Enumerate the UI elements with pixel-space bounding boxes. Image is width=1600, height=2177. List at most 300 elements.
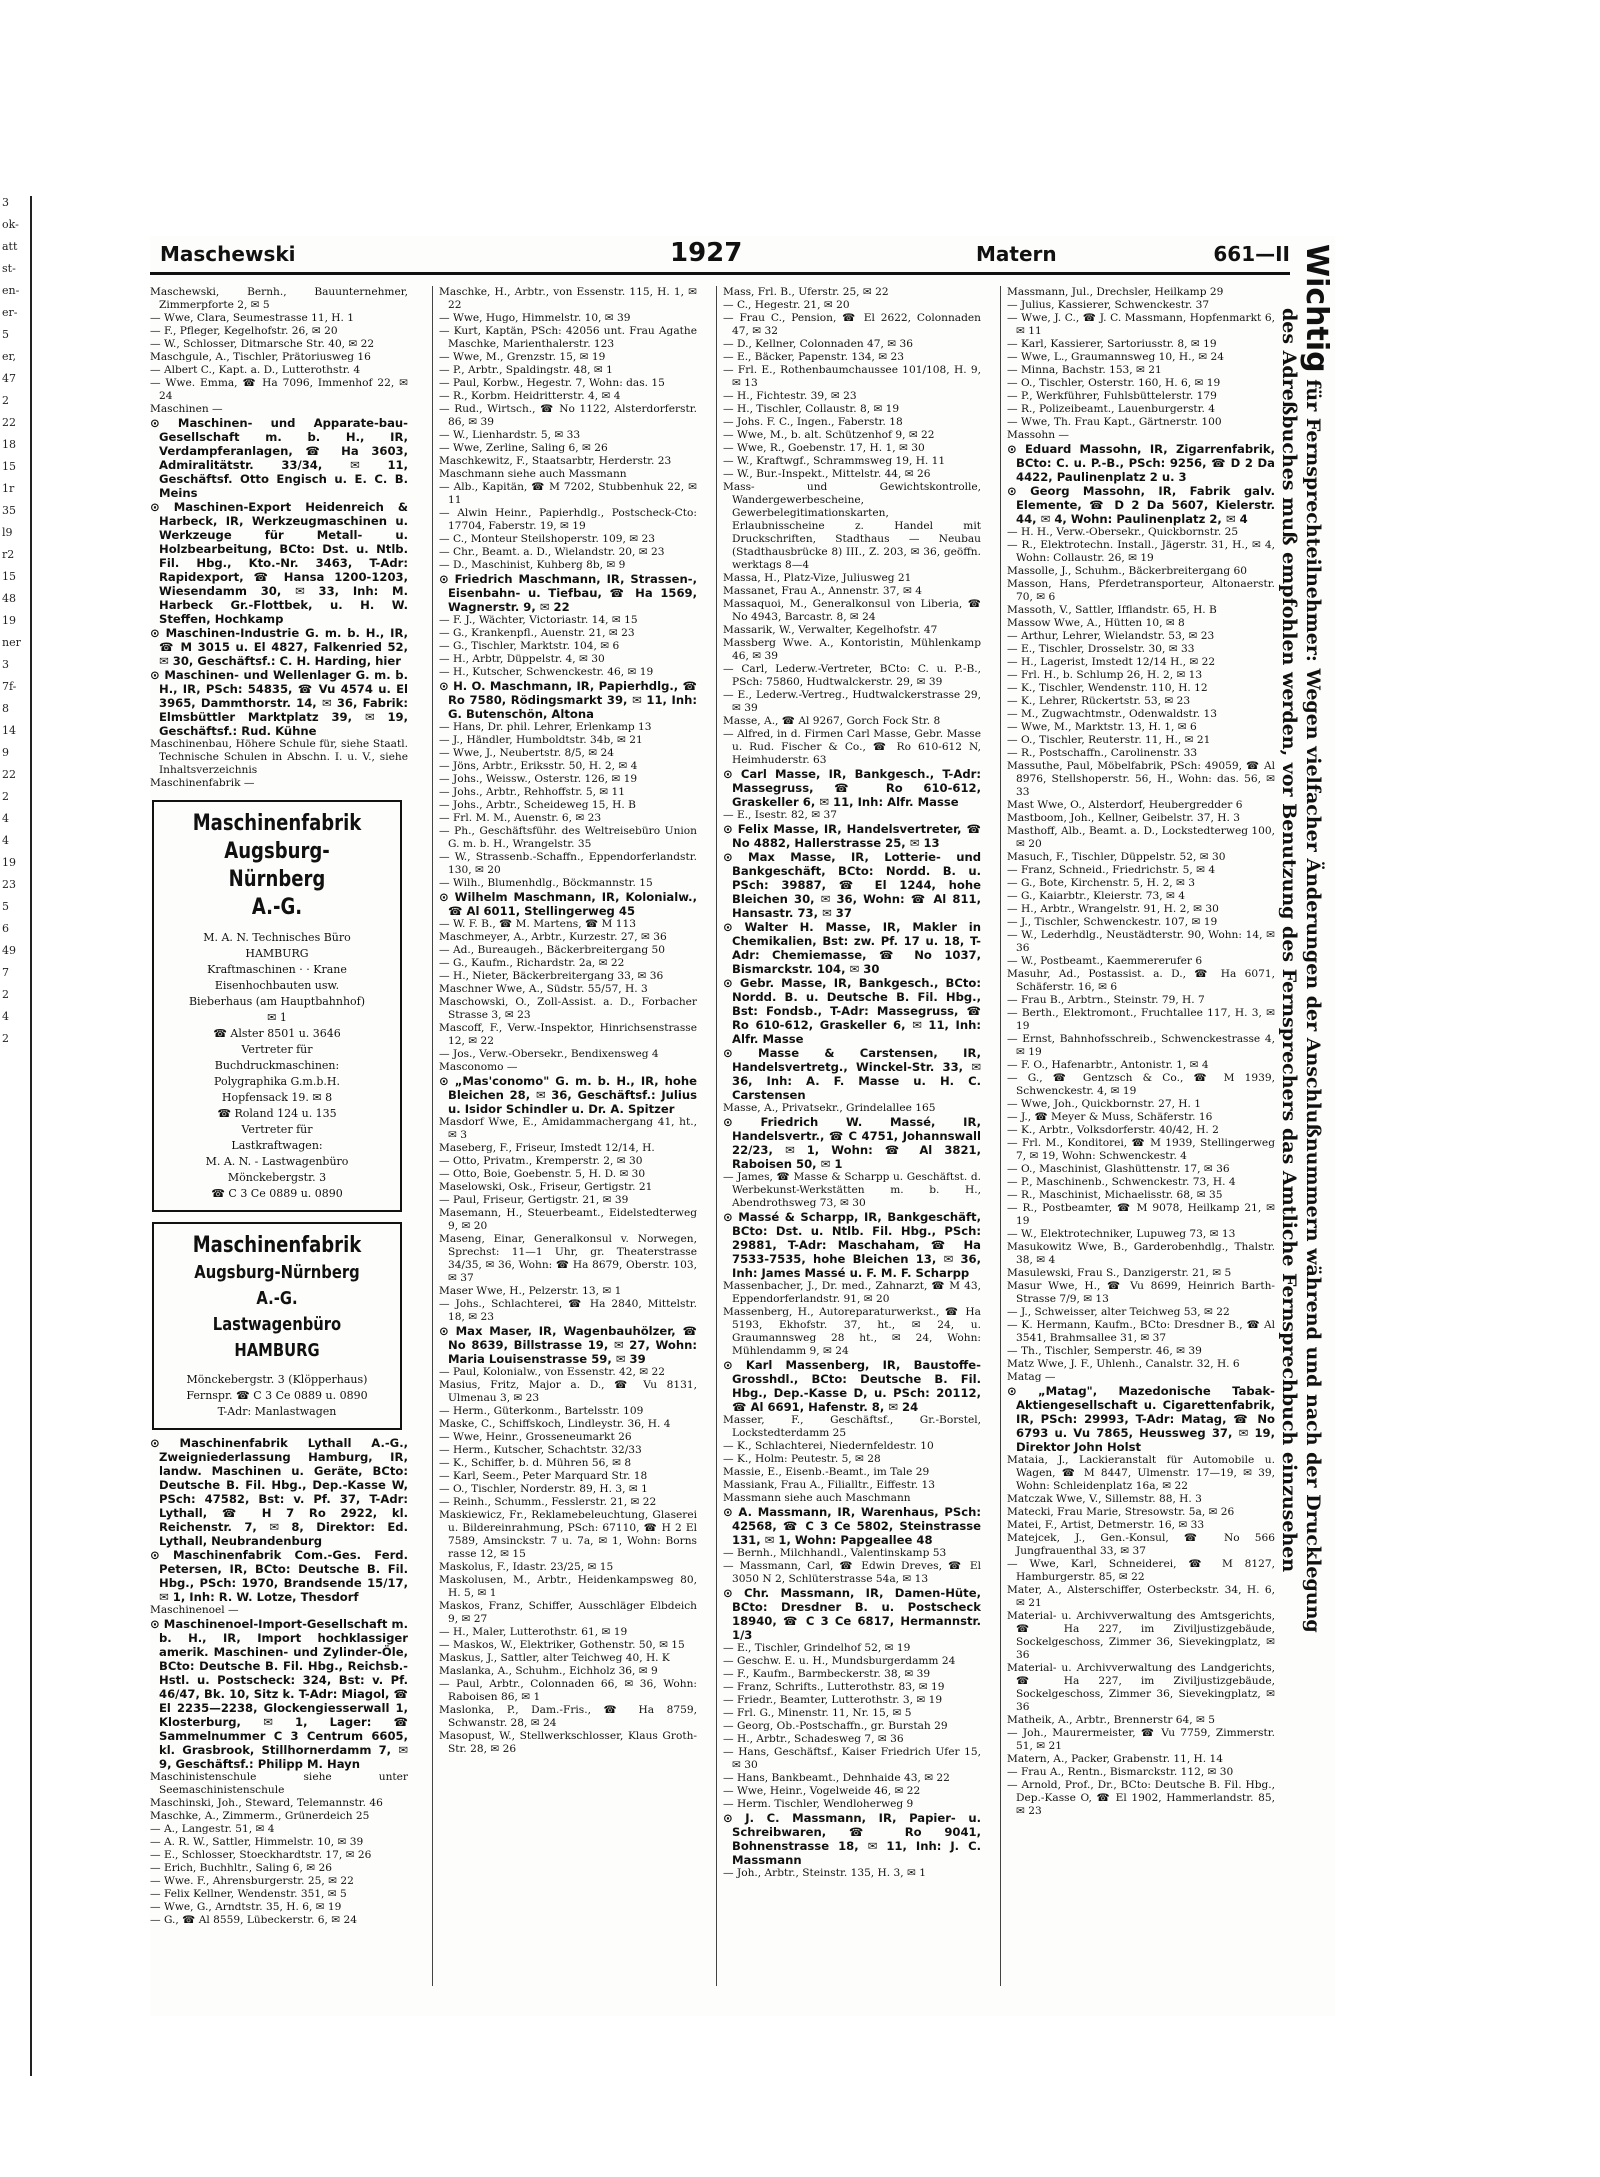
directory-entry: Masson, Hans, Pferdetransporteur, Altonaerstr. 70, ✉ 6 [1007,578,1275,603]
directory-entry: ⊙ A. Massmann, IR, Warenhaus, PSch: 42568, ☎ C 3 Ce 5802, Steinstrasse 131, ✉ 1, Wohn: Papgeallee 48 [723,1505,981,1547]
directory-entry: — Wwe. Emma, ☎ Ha 7096, Immenhof 22, ✉ 24 [150,377,408,402]
directory-entry: — O., Tischler, Norderstr. 89, H. 3, ✉ 1 [439,1483,648,1495]
directory-entry: — Johs. F. C., Ingen., Faberstr. 18 [723,416,903,428]
directory-entry: — Julius, Kassierer, Schwenckestr. 37 [1007,299,1210,311]
gutter-fragment: 6 [2,922,9,935]
directory-entry: Massiank, Frau A., Filialltr., Eiffestr. 13 [723,1479,935,1491]
directory-entry: — Jöns, Arbtr., Eriksstr. 50, H. 2, ✉ 4 [439,760,638,772]
gutter-fragment: 19 [2,614,16,627]
directory-entry: — Geschw. E. u. H., Mundsburgerdamm 24 [723,1655,956,1667]
directory-entry: ⊙ Chr. Massmann, IR, Damen-Hüte, BCto: Dresdner B. u. Postscheck 18940, ☎ C 3 Ce 6817, Hermannstr. 1/3 [723,1586,981,1642]
directory-entry: — Johs., Schlachterei, ☎ Ha 2840, Mittelstr. 18, ✉ 23 [439,1298,697,1323]
gutter-fragment: 15 [2,570,16,583]
directory-entry: — Herm., Kutscher, Schachtstr. 32/33 [439,1444,642,1456]
directory-entry: — Wwe, L., Graumannsweg 10, H., ✉ 24 [1007,351,1224,363]
directory-entry: — G., Tischler, Marktstr. 104, ✉ 6 [439,640,620,652]
directory-entry: Masse, A., Privatsekr., Grindelallee 165 [723,1102,936,1114]
ad-line: Bieberhaus (am Hauptbahnhof) [188,995,366,1008]
directory-entry: Maschkewitz, F., Staatsarbtr, Herderstr. 23 [439,455,672,467]
directory-entry: Massenbacher, J., Dr. med., Zahnarzt, ☎ M 43, Eppendorferlandstr. 91, ✉ 20 [723,1280,981,1305]
gutter-fragment: 3 [2,658,9,671]
directory-entry: — R., Maschinist, Michaelisstr. 68, ✉ 35 [1007,1189,1223,1201]
directory-entry: — G., Bote, Kirchenstr. 5, H. 2, ✉ 3 [1007,877,1196,889]
directory-entry: — W., Lienhardstr. 5, ✉ 33 [439,429,581,441]
ad-line: HAMBURG [245,947,309,960]
directory-entry: — H., Arbtr, Düppelstr. 4, ✉ 30 [439,653,605,665]
directory-entry: — H., Fichtestr. 39, ✉ 23 [723,390,857,402]
directory-entry: — Ad., Bureaugeh., Bäckerbreitergang 50 [439,944,665,956]
directory-entry: — Bernh., Milchhandl., Valentinskamp 53 [723,1547,947,1559]
notice-headline: Wichtig [1299,244,1334,373]
directory-entry: Maschewski, Bernh., Bauunternehmer, Zimmerpforte 2, ✉ 5 [150,286,408,311]
directory-entry: Masse, A., ☎ Al 9267, Gorch Fock Str. 8 [723,715,941,727]
gutter-fragment: er- [2,306,18,319]
directory-entry: — E., Lederw.-Vertreg., Hudtwalckerstrasse 29, ✉ 39 [723,689,981,714]
gutter-fragment: en- [2,284,20,297]
directory-entry: — K., Schiffer, b. d. Mühren 56, ✉ 8 [439,1457,632,1469]
directory-entry: Masdorf Wwe, E., Amidammachergang 41, ht., ✉ 3 [439,1116,697,1141]
directory-entry: Mastboom, Joh., Kellner, Geibelstr. 37, H. 3 [1007,812,1240,824]
directory-entry: — E., Schlosser, Stoeckhardtstr. 17, ✉ 26 [150,1849,372,1861]
directory-entry: Maschowski, O., Zoll-Assist. a. D., Forbacher Strasse 3, ✉ 23 [439,996,697,1021]
directory-entry: — Wwe, R., Goebenstr. 17, H. 1, ✉ 30 [723,442,925,454]
directory-entry: — Felix Kellner, Wendenstr. 351, ✉ 5 [150,1888,347,1900]
directory-entry: Matecki, Frau Marie, Stresowstr. 5a, ✉ 26 [1007,1506,1235,1518]
directory-entry: — P., Werkführer, Fuhlsbüttelerstr. 179 [1007,390,1217,402]
directory-entry: — R., Postbeamter, ☎ M 9078, Heilkamp 21, ✉ 19 [1007,1202,1275,1227]
directory-entry: Mascoff, F., Verw.-Inspektor, Hinrichsenstrasse 12, ✉ 22 [439,1022,697,1047]
directory-entry: — Alb., Kapitän, ☎ M 7202, Stubbenhuk 22, ✉ 11 [439,481,697,506]
directory-entry: — Frl. E., Rothenbaumchaussee 101/108, H. 9, ✉ 13 [723,364,981,389]
directory-entry: ⊙ Friedrich W. Massé, IR, Handelsvertr., ☎ C 4751, Johannswall 22/23, ✉ 1, Wohn: ☎ Al 3821, Raboisen 50, ✉ 1 [723,1115,981,1171]
ad-text-block [160,930,394,1202]
directory-entry: Matei, F., Artist, Detmerstr. 16, ✉ 33 [1007,1519,1205,1531]
directory-entry: — Berth., Elektromont., Fruchtallee 117, H. 3, ✉ 19 [1007,1007,1275,1032]
directory-entry: Maschinistenschule siehe unter Seemaschinistenschule [150,1771,408,1796]
ad-title: Augsburg-Nürnberg [224,839,330,892]
directory-entry: — G., Krankenpfl., Auenstr. 21, ✉ 23 [439,627,635,639]
directory-entry: Massa, H., Platz-Vize, Juliusweg 21 [723,572,912,584]
ad-line: Polygraphika G.m.b.H. [214,1075,340,1088]
directory-entry: — O., Tischler, Osterstr. 160, H. 6, ✉ 19 [1007,377,1221,389]
directory-entry: Maschmann siehe auch Massmann [439,468,627,480]
directory-entry: — Georg, Ob.-Postschaffn., gr. Burstah 29 [723,1720,948,1732]
directory-entry: — G., ☎ Gentzsch & Co., ☎ M 1939, Schwenckestr. 4, ✉ 19 [1007,1072,1275,1097]
directory-entry: Maskos, Franz, Schiffer, Ausschläger Elbdeich 9, ✉ 27 [439,1600,697,1625]
directory-entry: Maschke, A., Zimmerm., Grünerdeich 25 [150,1810,370,1822]
directory-entry: — P., Maschinenb., Schwenckestr. 73, H. 4 [1007,1176,1236,1188]
directory-entry: — O., Maschinist, Glashüttenstr. 17, ✉ 36 [1007,1163,1230,1175]
directory-entry: — Frl. G., Minenstr. 11, Nr. 15, ✉ 5 [723,1707,912,1719]
directory-entry: — Wilh., Blumenhdlg., Böckmannstr. 15 [439,877,653,889]
directory-entry: — R., Korbm. Heidritterstr. 4, ✉ 4 [439,390,621,402]
directory-entry: — H., Lagerist, Imstedt 12/14 H., ✉ 22 [1007,656,1216,668]
directory-entry: — F., Kaufm., Barmbeckerstr. 38, ✉ 39 [723,1668,931,1680]
directory-entry: — K., Lehrer, Rückertstr. 53, ✉ 23 [1007,695,1191,707]
directory-entry: Massmann, Jul., Drechsler, Heilkamp 29 [1007,286,1224,298]
directory-entry: — Johs., Arbtr., Rehhoffstr. 5, ✉ 11 [439,786,626,798]
directory-entry: — W., Schlosser, Ditmarsche Str. 40, ✉ 22 [150,338,375,350]
gutter-fragment: 23 [2,878,16,891]
directory-entry: — Maskos, W., Elektriker, Gothenstr. 50, ✉ 15 [439,1639,685,1651]
ad-line: Hopfensack 19. ✉ 8 [221,1091,333,1104]
directory-entry: — Wwe, J., Neubertstr. 8/5, ✉ 24 [439,747,615,759]
directory-entry: Maskolus, F., Idastr. 23/25, ✉ 15 [439,1561,614,1573]
gutter-fragment: 48 [2,592,16,605]
directory-entry: — Th., Tischler, Semperstr. 46, ✉ 39 [1007,1345,1202,1357]
directory-entry: Masur Wwe, H., ☎ Vu 8699, Heinrich Barth-Strasse 7/9, ✉ 13 [1007,1280,1275,1305]
directory-entry: ⊙ H. O. Maschmann, IR, Papierhdlg., ☎ Ro 7580, Rödingsmarkt 39, ✉ 11, Inh: G. Butenschön, Altona [439,679,697,721]
previous-page-gutter [0,196,32,2076]
header-first-name: Maschewski [160,242,296,266]
directory-entry: — E., Tischler, Drosselstr. 30, ✉ 33 [1007,643,1195,655]
directory-entry: — Johs., Arbtr., Scheideweg 15, H. B [439,799,636,811]
directory-entry: ⊙ Max Masse, IR, Lotterie- und Bankgeschäft, BCto: Nordd. B. u. PSch: 39887, ☎ El 1244, hohe Bleichen 30, ✉ 36, Wohn: ☎ Al 811, Hansastr. 73, ✉ 37 [723,850,981,920]
directory-entry: Mass, Frl. B., Uferstr. 25, ✉ 22 [723,286,889,298]
directory-entry: Maseberg, F., Friseur, Imstedt 12/14, H. [439,1142,655,1154]
directory-entry: — Hans, Geschäftsf., Kaiser Friedrich Ufer 15, ✉ 30 [723,1746,981,1771]
ad-line: M. A. N. Technisches Büro [203,931,351,944]
directory-entry: — Wwe, Zerline, Saling 6, ✉ 26 [439,442,608,454]
ad-line: Mönckebergstr. 3 (Klöpperhaus) [186,1373,368,1386]
notice-line-2: des Adreßbuches muß empfohlen werden, vor Benutzung des Fernsprechers das Amtliche Fernsprechbuch einzusehen [1278,308,1300,1573]
gutter-fragment: 2 [2,1032,9,1045]
gutter-fragment: 49 [2,944,16,957]
gutter-fragment: 4 [2,812,9,825]
directory-entry: Massarik, W., Verwalter, Kegelhofstr. 47 [723,624,938,636]
notice-line-1: für Fernsprechteilnehmer: Wegen vielfacher Änderungen der Anschlußnummern während und nach der Drucklegung [1302,379,1324,1633]
directory-entry: ⊙ J. C. Massmann, IR, Papier- u. Schreibwaren, ☎ Ro 9041, Bohnenstrasse 18, ✉ 11, Inh: J. C. Massmann [723,1811,981,1867]
directory-entry: — Arthur, Lehrer, Wielandstr. 53, ✉ 23 [1007,630,1215,642]
directory-entry: Massenberg, H., Autoreparaturwerkst., ☎ Ha 5193, Ekhofstr. 37, ht., ✉ 24, u. Graumannsweg 28 ht., ✉ 24, Wohn: Mühlendamm 9, ✉ 24 [723,1306,981,1357]
directory-entry: Masukowitz Wwe, B., Garderobenhdlg., Thalstr. 38, ✉ 4 [1007,1241,1275,1266]
gutter-fragment: r2 [2,548,15,561]
directory-entry: Maschke, H., Arbtr., von Essenstr. 115, H. 1, ✉ 22 [439,286,697,311]
ad-line: M. A. N. - Lastwagenbüro [205,1155,349,1168]
directory-entry: Maselowski, Osk., Friseur, Gertigstr. 21 [439,1181,653,1193]
directory-entry: — W., Lederhdlg., Neustädterstr. 90, Wohn: 14, ✉ 36 [1007,929,1275,954]
directory-entry: — P., Arbtr., Spaldingstr. 48, ✉ 1 [439,364,613,376]
directory-entry: — Wwe, Heinr., Grosseneumarkt 26 [439,1431,632,1443]
directory-entry: Massow Wwe, A., Hütten 10, ✉ 8 [1007,617,1185,629]
directory-entry: — H., Arbtr., Schadesweg 7, ✉ 36 [723,1733,904,1745]
column-1-entries [150,286,408,790]
directory-entry: — Chr., Beamt. a. D., Wielandstr. 20, ✉ 23 [439,546,665,558]
directory-entry: — C., Monteur Steilshoperstr. 109, ✉ 23 [439,533,655,545]
gutter-fragment: st- [2,262,16,275]
directory-entry: ⊙ Georg Massohn, IR, Fabrik galv. Elemente, ☎ D 2 Da 5607, Kielerstr. 44, ✉ 4, Wohn: Paulinenplatz 2, ✉ 4 [1007,484,1275,526]
gutter-fragment: 4 [2,1010,9,1023]
directory-entry: — Albert C., Kapt. a. D., Lutterothstr. 4 [150,364,361,376]
directory-entry: Maskolusen, M., Arbtr., Heidenkampsweg 80, H. 5, ✉ 1 [439,1574,697,1599]
side-notice [1268,244,1334,2004]
gutter-fragment: 2 [2,988,9,1001]
gutter-fragment: 9 [2,746,9,759]
gutter-fragment: ner [2,636,21,649]
directory-entry: Maschinen — [150,403,223,415]
directory-entry: Matag — [1007,1371,1056,1383]
directory-entry: — Rud., Wirtsch., ☎ No 1122, Alsterdorferstr. 86, ✉ 39 [439,403,697,428]
directory-entry: Matczak Wwe, V., Sillemstr. 88, H. 3 [1007,1493,1202,1505]
ad-title: Augsburg-Nürnberg A.-G. [194,1262,360,1309]
header-last-name: Matern [976,242,1057,266]
directory-entry: — Wwe, M., Marktstr. 13, H. 1, ✉ 6 [1007,721,1197,733]
ad-line: Buchdruckmaschinen: [214,1059,340,1072]
directory-entry: Matz Wwe, J. F., Uhlenh., Canalstr. 32, H. 6 [1007,1358,1240,1370]
directory-entry: — W., Kraftwgf., Schrammsweg 19, H. 11 [723,455,946,467]
directory-entry: Maschinenbau, Höhere Schule für, siehe Staatl. Technische Schulen in Abschn. I. u. V., siehe Inhaltsverzeichnis [150,738,408,776]
directory-entry: — W., Bur.-Inspekt., Mittelstr. 44, ✉ 26 [723,468,931,480]
directory-entry: — Frau B., Arbtrn., Steinstr. 79, H. 7 [1007,994,1205,1006]
directory-entry: — Wwe, M., Grenzstr. 15, ✉ 19 [439,351,606,363]
directory-entry: — Frau C., Pension, ☎ El 2622, Colonnaden 47, ✉ 32 [723,312,981,337]
directory-entry: Maskiewicz, Fr., Reklamebeleuchtung, Glaserei u. Bildereinrahmung, PSch: 67110, ☎ H 2 El 7589, Amsinckstr. 7 u. 7a, ✉ 1, Wohn: Borns rasse 12, ✉ 15 [439,1509,697,1560]
directory-entry: Maschner Wwe, A., Südstr. 55/57, H. 3 [439,983,648,995]
ad-line: ☎ Alster 8501 u. 3646 [213,1027,341,1040]
directory-entry: Massmann siehe auch Maschmann [723,1492,911,1504]
directory-entry: Massuthe, Paul, Möbelfabrik, PSch: 49059, ☎ Al 8976, Stellshoperstr. 56, H., Wohn: das. 56, ✉ 33 [1007,760,1275,798]
directory-entry: Maseng, Einar, Generalkonsul v. Norwegen, Sprechst: 11—1 Uhr, gr. Theaterstrasse 34/35, ✉ 36, Wohn: ☎ Ha 8679, Oberstr. 103, ✉ 37 [439,1233,697,1284]
directory-entry: Mass- und Gewichtskontrolle, Wandergewerbescheine, Gewerbelegitimationskarten, Erlaubnisscheine z. Handel mit Druckschriften, Stadthaus — Neubau (Stadthausbrücke 8) III., Z. 203, ✉ 36, geöffn. werktags 8—4 [723,481,981,571]
column-2 [432,286,697,1986]
directory-entry: Masulewski, Frau S., Danzigerstr. 21, ✉ 5 [1007,1267,1232,1279]
directory-entry: — Alwin Heinr., Papierhdlg., Postscheck-Cto: 17704, Faberstr. 19, ✉ 19 [439,507,697,532]
directory-entry: — H., Tischler, Collaustr. 8, ✉ 19 [723,403,900,415]
directory-entry: — Otto, Boie, Goebenstr. 5, H. D. ✉ 30 [439,1168,646,1180]
directory-entry: Masopust, W., Stellwerkschlosser, Klaus Groth-Str. 28, ✉ 26 [439,1730,697,1755]
ad-line: Eisenhochbauten usw. [214,979,340,992]
directory-entry: ⊙ Wilhelm Maschmann, IR, Kolonialw., ☎ Al 6011, Stellingerweg 45 [439,890,697,918]
directory-entry: — Wwe, Clara, Seumestrasse 11, H. 1 [150,312,355,324]
directory-entry: ⊙ Maschinenfabrik Com.-Ges. Ferd. Petersen, IR, BCto: Deutsche B. Fil. Hbg., PSch: 1970, Brandsende 15/17, ✉ 1, Inh: R. W. Lotze, Thesdorf [150,1548,408,1604]
column-3 [716,286,981,1986]
ad-text-block [160,1372,394,1420]
gutter-fragment: 35 [2,504,16,517]
directory-entry: Mater, A., Alsterschiffer, Osterbeckstr. 34, H. 6, ✉ 21 [1007,1584,1275,1609]
gutter-fragment: 4 [2,834,9,847]
directory-entry: Masemann, H., Steuerbeamt., Eidelstedterweg 9, ✉ 20 [439,1207,697,1232]
directory-entry: ⊙ „Mas'conomo" G. m. b. H., IR, hohe Bleichen 28, ✉ 36, Geschäftsf.: Julius u. Isidor Schindler u. Dr. A. Spitzer [439,1074,697,1116]
directory-entry: — Jos., Verw.-Obersekr., Bendixensweg 4 [439,1048,659,1060]
ad-line: ☎ Roland 124 u. 135 [217,1107,337,1120]
ad-line: Vertreter für [241,1123,313,1136]
directory-entry: — Wwe, Th. Frau Kapt., Gärtnerstr. 100 [1007,416,1222,428]
directory-entry: — F. O., Hafenarbtr., Antonistr. 1, ✉ 4 [1007,1059,1209,1071]
ad-line: Vertreter für [241,1043,313,1056]
gutter-fragment: 3 [2,196,9,209]
directory-entry: ⊙ Walter H. Masse, IR, Makler in Chemikalien, Bst: zw. Pf. 17 u. 18, T-Adr: Chemiemasse, ☎ No 1037, Bismarckstr. 104, ✉ 30 [723,920,981,976]
directory-entry: ⊙ Felix Masse, IR, Handelsvertreter, ☎ No 4882, Hallerstrasse 25, ✉ 13 [723,822,981,850]
directory-entry: — James, ☎ Masse & Scharpp u. Geschäftst. d. Werbekunst-Werkstätten m. b. H., Abendrothsweg 73, ✉ 30 [723,1171,981,1209]
directory-entry: — Friedr., Beamter, Lutterothstr. 3, ✉ 19 [723,1694,943,1706]
directory-entry: — Wwe, Heinr., Vogelweide 46, ✉ 22 [723,1785,921,1797]
directory-entry: — Ph., Geschäftsführ. des Weltreisebüro Union G. m. b. H., Wrangelstr. 35 [439,825,697,850]
gutter-fragment: 1r [2,482,15,495]
ad-title: HAMBURG [234,1340,320,1361]
directory-entry: — G., Kaufm., Richardstr. 2a, ✉ 22 [439,957,625,969]
directory-entry: — G., Kaiarbtr., Kleierstr. 73, ✉ 4 [1007,890,1186,902]
directory-entry: — R., Elektrotechn. Install., Jägerstr. 31, H., ✉ 4, Wohn: Collaustr. 26, ✉ 19 [1007,539,1275,564]
gutter-fragment: 18 [2,438,16,451]
directory-entry: — W., Postbeamt., Kaemmererufer 6 [1007,955,1203,967]
gutter-fragment: l9 [2,526,13,539]
directory-entry: Massohn — [1007,429,1070,441]
column-4 [1000,286,1275,1986]
directory-entry: Massolle, J., Schuhm., Bäckerbreitergang 60 [1007,565,1247,577]
header-year: 1927 [670,238,743,268]
page-header [150,236,1290,275]
directory-entry: Maschgule, A., Tischler, Prätoriusweg 16 [150,351,371,363]
directory-entry: ⊙ Maschinen-Industrie G. m. b. H., IR, ☎ M 3015 u. El 4827, Falkenried 52, ✉ 30, Geschäftsf.: C. H. Harding, hier [150,626,408,668]
side-notice-text [1268,244,1334,2004]
ad-line: Fernspr. ☎ C 3 Ce 0889 u. 0890 [186,1389,368,1402]
directory-entry: ⊙ Masse & Carstensen, IR, Handelsvertretg., Winckel-Str. 33, ✉ 36, Inh: A. F. Masse u. H. C. Carstensen [723,1046,981,1102]
directory-entry: — F., Pfleger, Kegelhofstr. 26, ✉ 20 [150,325,338,337]
ad-title: Maschinenfabrik [192,1233,362,1258]
directory-entry: ⊙ Friedrich Maschmann, IR, Strassen-, Eisenbahn- u. Tiefbau, ☎ Ha 1569, Wagnerstr. 9, ✉ 22 [439,572,697,614]
directory-entry: Masconomo — [439,1061,518,1073]
directory-entry: Massanet, Frau A., Annenstr. 37, ✉ 4 [723,585,923,597]
ad-title: A.-G. [251,895,303,920]
gutter-fragment: ok- [2,218,19,231]
directory-entry: — W., Elektrotechniker, Lupuweg 73, ✉ 13 [1007,1228,1236,1240]
directory-entry: ⊙ Karl Massenberg, IR, Baustoffe-Grosshdl., BCto: Deutsche B. Fil. Hbg., Dep.-Kasse D, u. PSch: 20112, ☎ Al 6691, Hafenstr. 8, ✉ 24 [723,1358,981,1414]
directory-entry: — Paul, Friseur, Gertigstr. 21, ✉ 39 [439,1194,629,1206]
gutter-fragment: 22 [2,416,16,429]
directory-entry: — H., Nieter, Bäckerbreitergang 33, ✉ 36 [439,970,664,982]
advertisement-man-hamburg [152,800,402,1212]
directory-entry: — K., Arbtr., Volksdorferstr. 40/42, H. 2 [1007,1124,1219,1136]
directory-entry: — Wwe, G., Arndtstr. 35, H. 6, ✉ 19 [150,1901,342,1913]
directory-entry: Maskus, J., Sattler, alter Teichweg 40, H. K [439,1652,670,1664]
directory-entry: — Joh., Maurermeister, ☎ Vu 7759, Zimmerstr. 51, ✉ 21 [1007,1727,1275,1752]
directory-entry: — Wwe. F., Ahrensburgerstr. 25, ✉ 22 [150,1875,354,1887]
directory-entry: — H., Arbtr., Wrangelstr. 91, H. 2, ✉ 30 [1007,903,1219,915]
directory-page [150,236,1335,2016]
ad-line: ✉ 1 [267,1011,287,1024]
directory-entry: Masser, F., Geschäftsf., Gr.-Borstel, Lockstedterdamm 25 [723,1414,981,1439]
ad-line: Lastkraftwagen: [231,1139,323,1152]
directory-entry: — Hans, Dr. phil. Lehrer, Erlenkamp 13 [439,721,652,733]
directory-entry: — E., Bäcker, Papenstr. 134, ✉ 23 [723,351,905,363]
directory-entry: — Paul, Arbtr., Colonnaden 66, ✉ 36, Wohn: Raboisen 86, ✉ 1 [439,1678,697,1703]
gutter-fragment: er, [2,350,17,363]
gutter-fragment: 8 [2,702,9,715]
directory-entry: Maslonka, P., Dam.-Fris., ☎ Ha 8759, Schwanstr. 28, ✉ 24 [439,1704,697,1729]
directory-entry: — Alfred, in d. Firmen Carl Masse, Gebr. Masse u. Rud. Fischer & Co., ☎ Ro 610-612 N, Heimhuderstr. 63 [723,728,981,766]
directory-entry: Matheik, A., Arbtr., Brennerstr 64, ✉ 5 [1007,1714,1215,1726]
directory-entry: Material- u. Archivverwaltung des Landgerichts, ☎ Ha 227, im Ziviljustizgebäude, Sockelgeschoss, Zimmer 36, Sievekingplatz, ✉ 36 [1007,1662,1275,1713]
directory-entry: — A. R. W., Sattler, Himmelstr. 10, ✉ 39 [150,1836,364,1848]
directory-entry: — J., Schweisser, alter Teichweg 53, ✉ 22 [1007,1306,1230,1318]
gutter-fragment: 22 [2,768,16,781]
directory-entry: — Paul, Korbw., Hegestr. 7, Wohn: das. 15 [439,377,665,389]
directory-entry: — Frl. H., b. Schlump 26, H. 2, ✉ 13 [1007,669,1203,681]
directory-entry: — O., Tischler, Reuterstr. 11, H., ✉ 21 [1007,734,1211,746]
ad-title: Lastwagenbüro [212,1314,342,1335]
directory-entry: — Reinh., Schumm., Fesslerstr. 21, ✉ 22 [439,1496,657,1508]
directory-entry: Maschmeyer, A., Arbtr., Kurzestr. 27, ✉ 36 [439,931,667,943]
directory-entry: — D., Maschinist, Kuhberg 8b, ✉ 9 [439,559,626,571]
directory-entry: ⊙ Carl Masse, IR, Bankgesch., T-Adr: Massegruss, ☎ Ro 610-612, Graskeller 6, ✉ 11, Inh: Alfr. Masse [723,767,981,809]
directory-entry: — K. Hermann, Kaufm., BCto: Dresdner B., ☎ Al 3541, Brahmsallee 31, ✉ 37 [1007,1319,1275,1344]
directory-entry: — Ernst, Bahnhofsschreib., Schwenckestrasse 4, ✉ 19 [1007,1033,1275,1058]
directory-entry: — F. J., Wächter, Victoriastr. 14, ✉ 15 [439,614,638,626]
directory-entry: Masthoff, Alb., Beamt. a. D., Lockstedterweg 100, ✉ 20 [1007,825,1275,850]
directory-entry: — Herm., Güterkonm., Bartelsstr. 109 [439,1405,644,1417]
directory-entry: — C., Hegestr. 21, ✉ 20 [723,299,850,311]
directory-entry: Matern, A., Packer, Grabenstr. 11, H. 14 [1007,1753,1224,1765]
directory-entry: — Carl, Lederw.-Vertreter, BCto: C. u. P.-B., PSch: 75860, Hudtwalckerstr. 29, ✉ 39 [723,663,981,688]
directory-entry: — Karl, Kassierer, Sartoriusstr. 8, ✉ 19 [1007,338,1217,350]
directory-entry: ⊙ „Matag", Mazedonische Tabak-Aktiengesellschaft u. Cigarettenfabrik, IR, PSch: 29993, T-Adr: Matag, ☎ No 6793 u. Vu 7865, Heussweg 37, ✉ 19, Direktor John Holst [1007,1384,1275,1454]
directory-entry: — Paul, Kolonialw., von Essenstr. 42, ✉ 22 [439,1366,665,1378]
directory-entry: — K., Holm: Peutestr. 5, ✉ 28 [723,1453,881,1465]
page-number: 661—II [1213,242,1290,266]
directory-entry: Masius, Fritz, Major a. D., ☎ Vu 8131, Ulmenau 3, ✉ 23 [439,1379,697,1404]
directory-entry: — E., Isestr. 82, ✉ 37 [723,809,837,821]
gutter-fragment: 5 [2,900,9,913]
directory-entry: — Franz, Schrifts., Lutterothstr. 83, ✉ 19 [723,1681,945,1693]
directory-entry: — K., Schlachterei, Niedernfeldestr. 10 [723,1440,934,1452]
directory-entry: ⊙ Maschinenfabrik Lythall A.-G., Zweigniederlassung Hamburg, IR, landw. Maschinen u. Geräte, BCto: Deutsche B. Fil. Hbg., Dep.-Kasse W, PSch: 47582, Bst: v. Pf. 37, T-Adr: Lythall, ☎ H 7 Ro 2922, kl. Reichenstr. 7, ✉ 8, Direktor: Ed. Lythall, Neubrandenburg [150,1436,408,1548]
directory-entry: Maschinski, Joh., Steward, Telemannstr. 46 [150,1797,383,1809]
directory-entry: Massoth, V., Sattler, Ifflandstr. 65, H. B [1007,604,1217,616]
directory-entry: — Otto, Privatm., Kremperstr. 2, ✉ 30 [439,1155,643,1167]
directory-entry: — D., Kellner, Colonnaden 47, ✉ 36 [723,338,913,350]
directory-entry: — Frau A., Rentn., Bismarckstr. 112, ✉ 30 [1007,1766,1234,1778]
directory-entry: — H. H., Verw.-Obersekr., Quickbornstr. 25 [1007,526,1239,538]
advertisement-lastwagenbuero [152,1222,402,1430]
ad-title: Maschinenfabrik [192,811,362,836]
gutter-fragment: 19 [2,856,16,869]
gutter-fragment: 47 [2,372,16,385]
directory-entry: Maschinenoel — [150,1604,239,1616]
directory-entry: — Franz, Schneid., Friedrichstr. 5, ✉ 4 [1007,864,1216,876]
directory-entry: ⊙ Maschinen- und Apparate-bau-Gesellschaft m. b. H., IR, Verdampferanlagen, ☎ Ha 3603, Admiralitätstr. 33/34, ✉ 11, Geschäftsf. Otto Engisch u. E. C. B. Meins [150,416,408,500]
gutter-fragment: 2 [2,790,9,803]
directory-entry: Massaquoi, M., Generalkonsul von Liberia, ☎ No 4943, Barcastr. 8, ✉ 24 [723,598,981,623]
directory-entry: Maschinenfabrik — [150,777,255,789]
directory-entry: — Karl, Seem., Peter Marquard Str. 18 [439,1470,648,1482]
directory-entry: Masuch, F., Tischler, Düppelstr. 52, ✉ 30 [1007,851,1226,863]
directory-entry: ⊙ Max Maser, IR, Wagenbauhölzer, ☎ No 8639, Billstrasse 19, ✉ 27, Wohn: Maria Louisenstrasse 59, ✉ 39 [439,1324,697,1366]
directory-entry: ⊙ Maschinen- und Wellenlager G. m. b. H., IR, PSch: 54835, ☎ Vu 4574 u. El 3965, Dammthorstr. 14, ✉ 36, Fabrik: Elmsbüttler Marktplatz 39, ✉ 19, Geschäftsf.: Rud. Kühne [150,668,408,738]
column-1-entries-continued [150,1436,408,1927]
directory-entry: — Wwe, Hugo, Himmelstr. 10, ✉ 39 [439,312,631,324]
directory-entry: Matejcek, J., Gen.-Konsul, ☎ No 566 Jungfrauenthal 33, ✉ 37 [1007,1532,1275,1557]
directory-entry: — R., Polizeibeamt., Lauenburgerstr. 4 [1007,403,1216,415]
directory-entry: Maslanka, A., Schuhm., Eichholz 36, ✉ 9 [439,1665,658,1677]
directory-entry: ⊙ Maschinenoel-Import-Gesellschaft m. b. H., IR, Import hochklassiger amerik. Maschinen- und Zylinder-Öle, BCto: Deutsche B. Fil. Hbg., Reichsb.-Hstl. u. Postscheck: 324, Bst: v. Pf. 46/47, Bk. 10, Sitz k. T-Adr: Miagol, ☎ El 2235—2238, Glockengiesserwall 1, Klosterburg, ✉ 1, Lager: ☎ Sammelnummer C 3 Centrum 6605, kl. Grasbrook, Stillhornerdamm 7, ✉ 9, Geschäftsf.: Philipp M. Hayn [150,1617,408,1771]
directory-entry: — J., ☎ Meyer & Muss, Schäferstr. 16 [1007,1111,1213,1123]
directory-entry: Massie, E., Eisenb.-Beamt., im Tale 29 [723,1466,930,1478]
directory-entry: Massberg Wwe. A., Kontoristin, Mühlenkamp 46, ✉ 39 [723,637,981,662]
directory-entry: — W. F. B., ☎ M. Martens, ☎ M 113 [439,918,636,930]
directory-entry: — Wwe, M., b. alt. Schützenhof 9, ✉ 22 [723,429,935,441]
directory-entry: — J., Tischler, Schwenckestr. 107, ✉ 19 [1007,916,1218,928]
directory-entry: ⊙ Eduard Massohn, IR, Zigarrenfabrik, BCto: C. u. P.-B., PSch: 9256, ☎ D 2 Da 4422, Paulinenplatz 2 u. 3 [1007,442,1275,484]
directory-entry: — Wwe, J. C., ☎ J. C. Massmann, Hopfenmarkt 6, ✉ 11 [1007,312,1275,337]
directory-entry: — W., Strassenb.-Schaffn., Eppendorferlandstr. 130, ✉ 20 [439,851,697,876]
directory-entry: ⊙ Maschinen-Export Heidenreich & Harbeck, IR, Werkzeugmaschinen u. Werkzeuge für Metall- u. Holzbearbeitung, BCto: Dst. u. Ntlb. Fil. Hbg., Kto.-Nr. 3463, T-Adr: Rapidexport, ☎ Hansa 1200-1203, Wiesendamm 30, ✉ 33, Inh: M. Harbeck Gr.-Flottbek, u. H. W. Steffen, Hochkamp [150,500,408,626]
directory-entry: ⊙ Gebr. Masse, IR, Bankgesch., BCto: Nordd. B. u. Deutsche B. Fil. Hbg., Bst: Fondsb., T-Adr: Massegruss, ☎ Ro 610-612, Graskeller 6, ✉ 11, Inh: Alfr. Masse [723,976,981,1046]
directory-entry: Masuhr, Ad., Postassist. a. D., ☎ Ha 6071, Schäferstr. 16, ✉ 6 [1007,968,1275,993]
directory-entry: — G., ☎ Al 8559, Lübeckerstr. 6, ✉ 24 [150,1914,357,1926]
ad-line: Kraftmaschinen · · Krane [207,963,347,976]
directory-entry: — Erich, Buchhltr., Saling 6, ✉ 26 [150,1862,332,1874]
directory-entry: — Wwe, Joh., Quickbornstr. 27, H. 1 [1007,1098,1202,1110]
